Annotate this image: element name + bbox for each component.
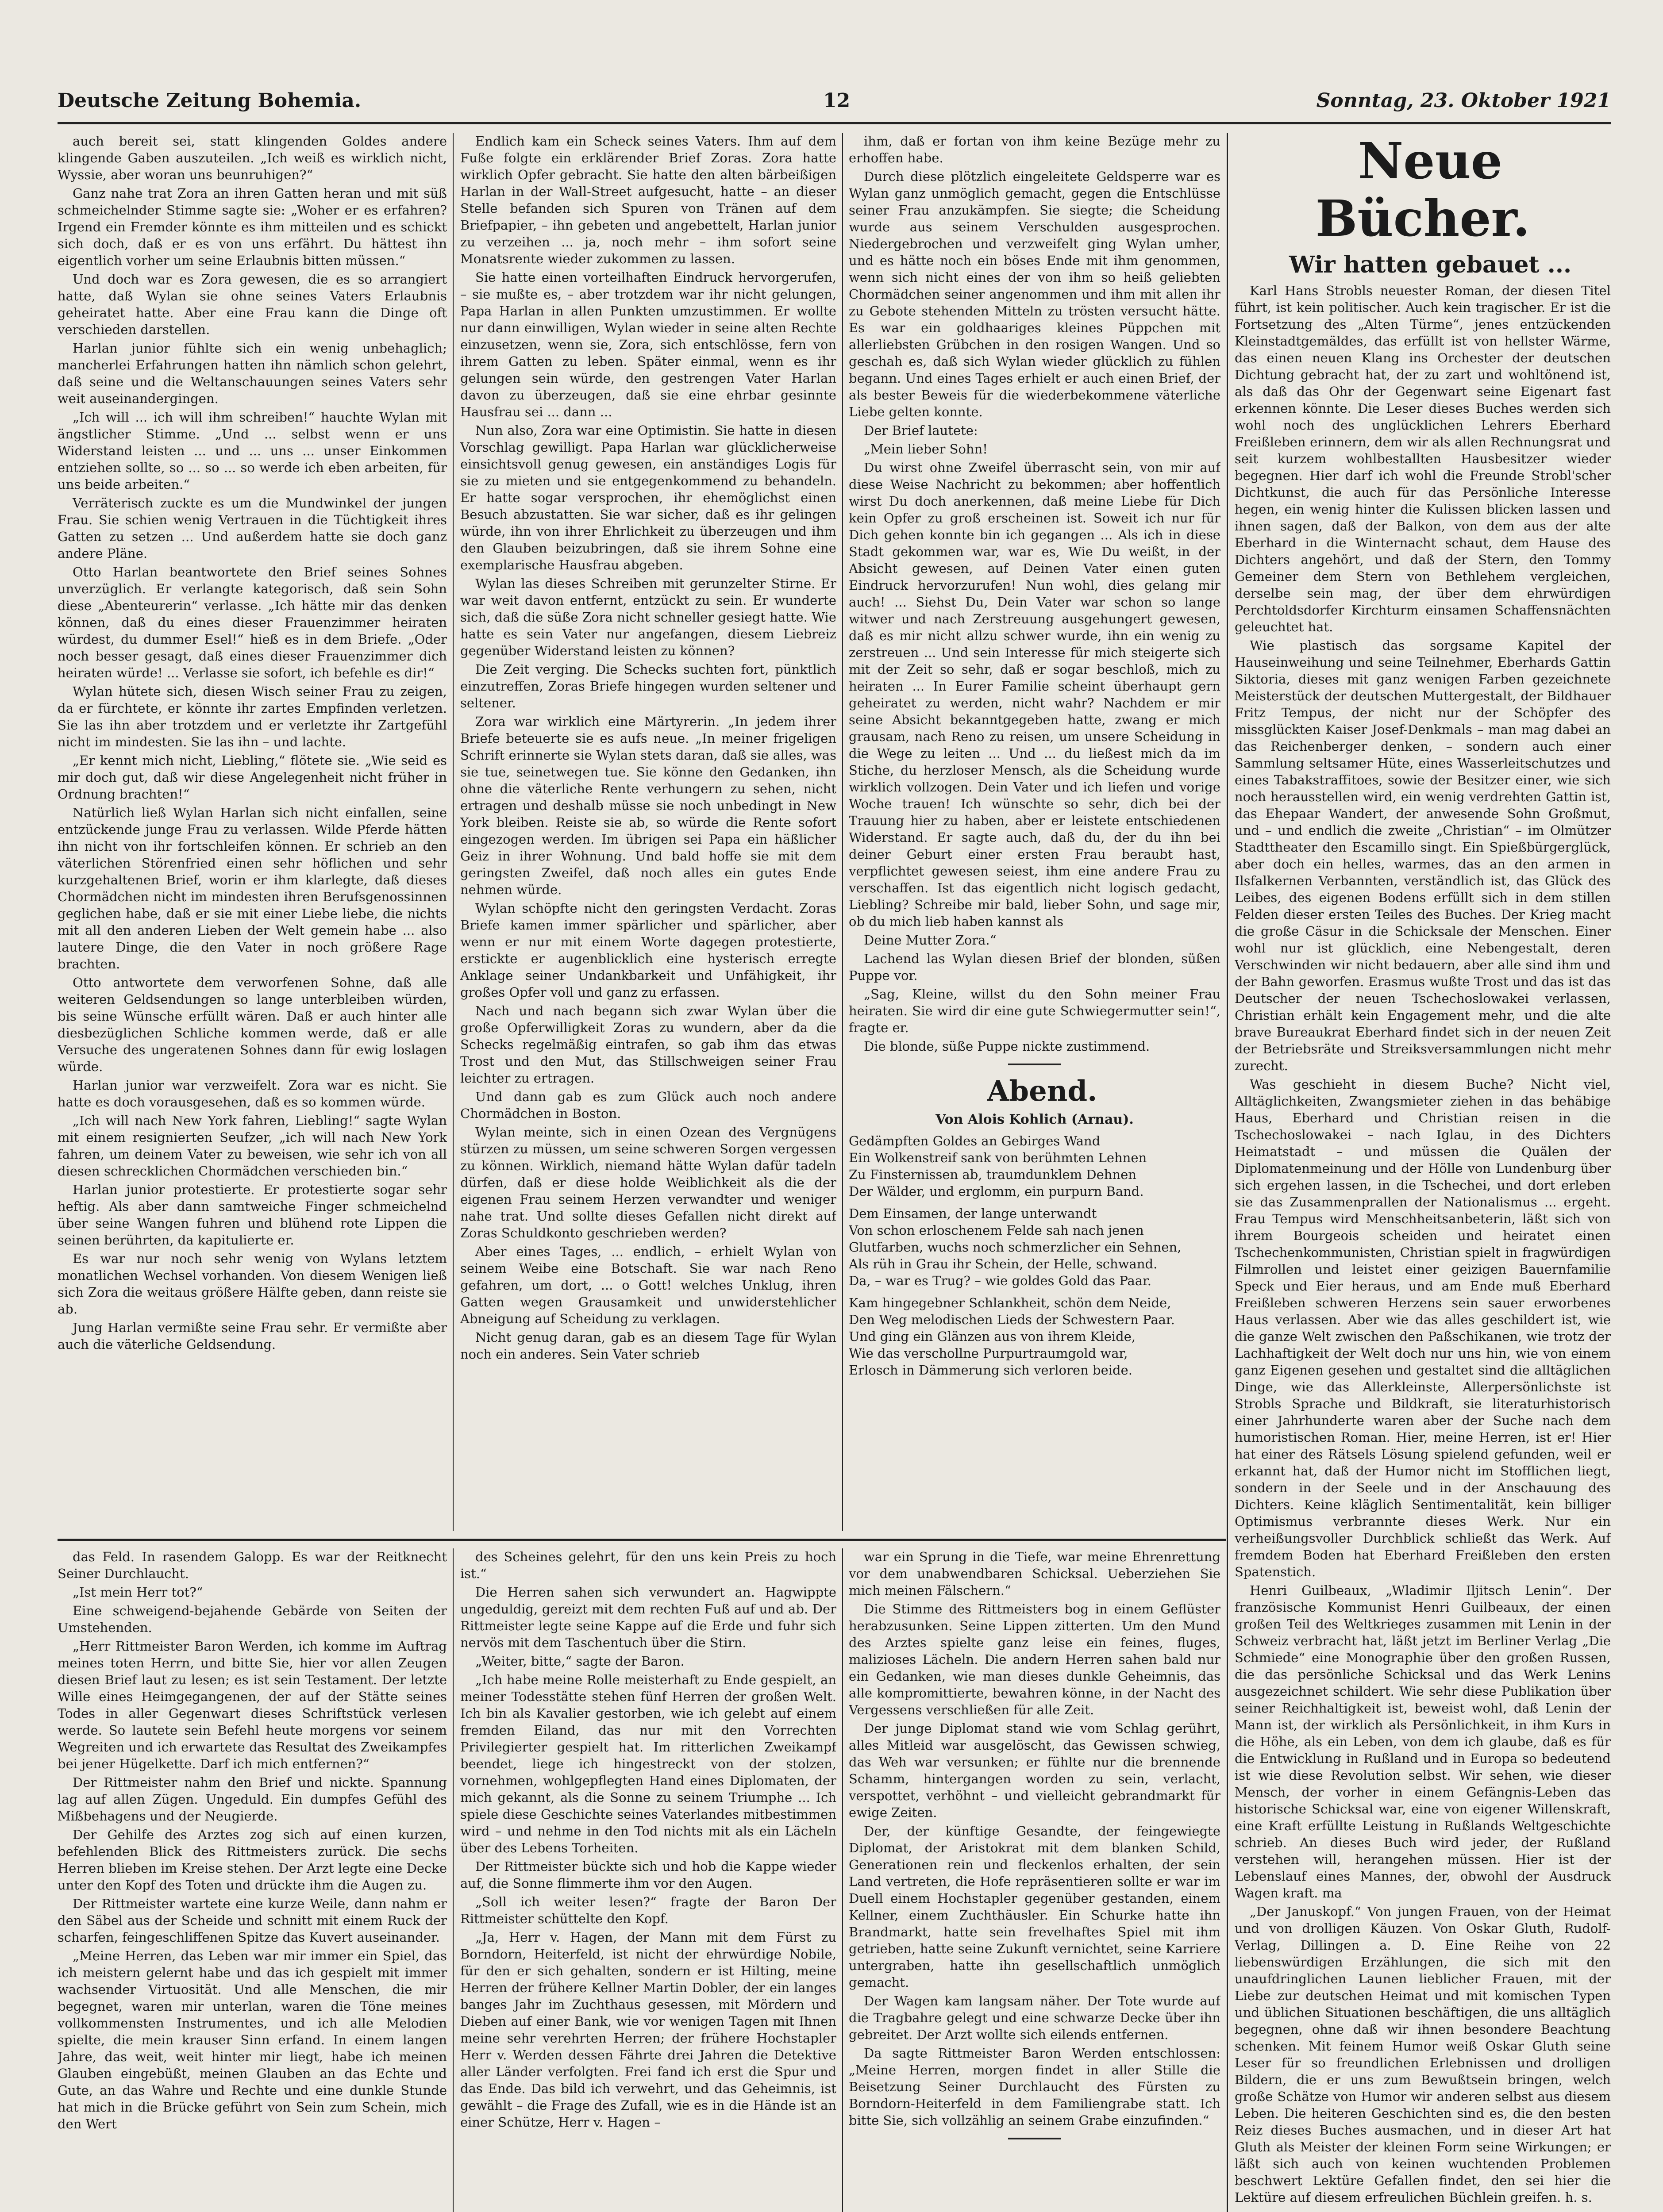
story-paragraph: Der Brief lautete:: [864, 423, 978, 438]
lower-column-3: [849, 1548, 1220, 2212]
story-paragraph: ihm, daß er fortan von ihm keine Bezüge mehr zu erhoffen habe.: [849, 134, 1220, 165]
story-paragraph: Wylan las dieses Schreiben mit gerunzelter Stirne. Er war weit davon entfernt, entzückt zu sein. Er wunderte sich, daß die süße Zora nicht schneller gesiegt hatte. Wie hatte es sein Vater nur angefangen, diesem Liebreiz gegenüber Widerstand leisten zu können?: [460, 576, 836, 658]
books-subtitle: Wir hatten gebauet ...: [1289, 251, 1572, 278]
poem-line: Da, – war es Trug? – wie goldes Gold das Paar.: [849, 1273, 1152, 1288]
story-paragraph: Und dann gab es zum Glück auch noch andere Chormädchen in Boston.: [460, 1089, 836, 1121]
lower-column-2: [460, 1548, 836, 2212]
story-paragraph: Deine Mutter Zora.“: [864, 933, 997, 948]
masthead-title: Deutsche Zeitung Bohemia.: [58, 89, 362, 112]
story-paragraph: Aber eines Tages, ... endlich, – erhielt Wylan von seinem Weibe eine Botschaft. Sie war nach Reno gefahren, um dort, ... o Gott! welches Unklug, ihren Gatten wegen Grausamkeit und unwiderstehlicher Abneigung auf Scheidung zu verklagen.: [460, 1244, 836, 1326]
lower-story-paragraph: Der Gehilfe des Arztes zog sich auf einen kurzen, befehlenden Blick des Rittmeisters zurück. Die sechs Herren blieben im Kreise stehen. Der Arzt legte eine Decke unter den Kopf des Toten und drückte ihm die Augen zu.: [58, 1827, 447, 1893]
story-paragraph: Nach und nach begann sich zwar Wylan über die große Opferwilligkeit Zoras zu wundern, aber da die Schecks regelmäßig eintrafen, so gab ihm das etwas Trost und den Mut, das Stillschweigen seiner Frau leichter zu ertragen.: [460, 1003, 836, 1086]
lower-story-paragraph: „Soll ich weiter lesen?“ fragte der Baron Der Rittmeister schüttelte den Kopf.: [460, 1894, 836, 1926]
lower-story-paragraph: das Feld. In rasendem Galopp. Es war der Reitknecht Seiner Durchlaucht.: [58, 1549, 447, 1581]
book-review-paragraph: Henri Guilbeaux, „Wladimir Iljitsch Lenin“. Der französische Kommunist Henri Guilbeaux, der einen großen Teil des Weltkrieges zusammen mit Lenin in der Schweiz verbracht hat, läßt jetzt im Berliner Verlag „Die Schmiede“ eine Monographie über den großen Russen, die das persönliche Schicksal und das Werk Lenins ausgezeichnet schildert. Wie sehr diese Publikation über seiner Reichhaltigkeit ist, beweist wohl, daß Lenin der Mann ist, der wirklich als Persönlichkeit, in ihm Kurs in die Höhe, als ein Leben, von dem ich glaube, daß es für die Entwicklung in Rußland und in Europa so bedeutend ist wie diese Revolution selbst. Wir sehen, wie dieser Mensch, der vorher in einem Gefängnis-Leben das historische Schicksal war, eine von eigener Willenskraft, eine Kraft erfüllte Leistung in Rußlands Weltgeschichte schrieb. An dieses Buch wird jeder, der Rußland verstehen will, herangehen müssen. Hier ist der Lebenslauf eines Mannes, der, obwohl der Ausdruck Wagen kraft. ma: [1235, 1583, 1611, 1901]
story-paragraph: Du wirst ohne Zweifel überrascht sein, von mir auf diese Weise Nachricht zu bekommen; aber hoffentlich wirst Du doch anerkennen, daß meine Liebe für Dich kein Opfer zu groß erscheinen ist. Soweit ich nur für Dich gehen konnte bin ich gegangen ... Als ich in diese Stadt gekommen war, war es, Wie Du weißt, in der Absicht gewesen, auf Deinen Vater einen guten Eindruck hervorzurufen! Nun wohl, dies gelang mir auch! ... Siehst Du, Dein Vater war schon so lange witwer und nach Zerstreuung ausgehungert gewesen, daß es mir nicht allzu schwer wurde, ihn ein wenig zu zerstreuen ... Und sein Interesse für mich steigerte sich mit der Zeit so sehr, daß er sogar beschloß, mich zu heiraten ... In Eurer Familie scheint überhaupt gern geheiratet zu werden, nicht wahr? Nachdem er mir seine Absicht bekanntgegeben hatte, zwang er mich grausam, nach Reno zu reisen, um unsere Scheidung in die Wege zu leiten ... Und ... du ließest mich da im Stiche, du herzloser Mensch, als die Scheidung wurde wirklich vollzogen. Dein Vater und ich liefen und vorige Woche trauen! Ich wünschte so sehr, dich bei der Trauung hier zu haben, aber er leistete entschiedenen Widerstand. Er sagte auch, daß du, der du ihn bei deiner Geburt einer ersten Frau beraubt hast, verpflichtet gewesen seiest, ihm eine andere Frau zu verschaffen. Ist das eigentlich nicht logisch gedacht, Liebling? Schreibe mir bald, lieber Sohn, und sage mir, ob du mich lieb haben kannst als: [849, 460, 1220, 929]
story-paragraph: Wylan meinte, sich in einen Ozean des Vergnügens stürzen zu müssen, um seine schweren Sorgen vergessen zu können. Wirklich, niemand hätte Wylan dafür tadeln dürfen, daß er diese holde Weiblichkeit als die der eigenen Frau seinem Herzen verwandter und weniger nahe trat. Und sollte dieses Gefallen nicht direkt auf Zoras Schuldkonto geschrieben werden?: [460, 1125, 836, 1240]
lower-story-paragraph: „Herr Rittmeister Baron Werden, ich komme im Auftrag meines toten Herrn, und bitte Sie, hier vor allen Zeugen diesen Brief laut zu lesen; es ist sein Testament. Der letzte Wille eines Heimgegangenen, der auf der Stätte seines Todes in aller Gegenwart dieses Schriftstück verlesen werde. So lautete sein Befehl heute morgens vor seinem Wegreiten und ich erwartete das Resultat des Zweikampfes bei jener Hügelkette. Darf ich mich entfernen?“: [58, 1639, 447, 1771]
story-column-2: [460, 133, 836, 1531]
lower-story-paragraph: war ein Sprung in die Tiefe, war meine Ehrenrettung vor dem unabwendbaren Schicksal. Ueberziehen Sie mich meinen Fälschern.“: [849, 1549, 1220, 1598]
lower-story-paragraph: „Ja, Herr v. Hagen, der Mann mit dem Fürst zu Borndorn, Heiterfeld, ist nicht der ehrwürdige Nobile, für den er sich gehalten, sondern er ist Hilting, meine Herren der frühere Kellner Martin Dobler, der ein langes banges Jahr im Zuchthaus gesessen, mit Mördern und Dieben auf einer Bank, wie vor wenigen Tagen mit Ihnen meine sehr verehrten Herren; der frühere Hochstapler Herr v. Werden dessen Fährte drei Jahren die Detektive aller Länder verfolgten. Frei fand ich erst die Spur und das Ende. Das bild ich verwehrt, und das Geheimnis, ist gewählt – die Frage des Zufall, wie es in die Hände ist an einer Schütze, Herr v. Hagen –: [460, 1930, 836, 2130]
story-paragraph: Ganz nahe trat Zora an ihren Gatten heran und mit süß schmeichelnder Stimme sagte sie: „Woher er es erfahren? Irgend ein Fremder könnte es ihm mitteilen und es schickt sich doch, daß er es von uns erfährt. Du hättest ihn eigentlich vorher um seine Erlaubnis bitten müssen.“: [58, 186, 447, 268]
column-rule: [453, 1548, 454, 2212]
column-rule: [842, 1548, 843, 2212]
column-rule: [453, 133, 454, 1531]
lower-story-paragraph: Eine schweigend-bejahende Gebärde von Seiten der Umstehenden.: [58, 1603, 447, 1635]
masthead-date: Sonntag, 23. Oktober 1921: [1316, 89, 1611, 112]
story-paragraph: Harlan junior protestierte. Er protestierte sogar sehr heftig. Als aber dann samtweiche Finger schmeichelnd über seine Wangen fuhren und blühend rote Lippen die seinen berührten, da kapitulierte er.: [58, 1182, 447, 1248]
poem-line: Zu Finsternissen ab, traumdunklem Dehnen: [849, 1167, 1136, 1182]
lower-story-paragraph: des Scheines gelehrt, für den uns kein Preis zu hoch ist.“: [460, 1549, 836, 1581]
story-paragraph: Die blonde, süße Puppe nickte zustimmend.: [864, 1039, 1150, 1054]
story-column-3: [849, 133, 1220, 1557]
lower-story-paragraph: „Weiter, bitte,“ sagte der Baron.: [475, 1654, 685, 1669]
book-review-paragraph: „Der Januskopf.“ Von jungen Frauen, von der Heimat und von drolligen Käuzen. Von Oskar Gluth, Rudolf-Verlag, Dillingen a. D. Eine Reihe von 22 liebenswürdigen Erzählungen, die sich mit den unaufdringlichen Launen lieblicher Frauen, mit der Liebe zur deutschen Heimat und mit komischen Typen und üblichen Situationen beschäftigen, die uns alltäglich begegnen, ohne daß wir ihnen besondere Beachtung schenken. Mit feinem Humor weiß Oskar Gluth seine Leser für so freundlichen Erlebnissen und drolligen Bildern, die er uns zum Bewußtsein bringen, welch große Schätze von Humor wir anderen selbst aus diesem Leben. Die heiteren Geschichten sind es, die den besten Reiz dieses Buches ausmachen, und in dieser Art hat Gluth als Meister der kleinen Form seine Wirkungen; er läßt sich auch von keinen wuchtenden Problemen beschwert Lektüre Gefallen findet, den sei hier die Lektüre auf diesem erfreulichen Büchlein greifen. h. s.: [1235, 1904, 1611, 2205]
end-rule: [1008, 2138, 1061, 2139]
book-review-paragraph: Wie plastisch das sorgsame Kapitel der Hauseinweihung und seine Teilnehmer, Eberhards Gattin Siktoria, dieses mit ganz wenigen Farben gezeichnete Meisterstück der deutschen Muttergestalt, der Bildhauer Fritz Tempus, der nicht nur der Schöpfer des missglückten Kaiser Josef-Denkmals – man mag dabei an das Reichenberger denken, – sondern auch einer Sammlung seltsamer Hüte, eines Wasserleitschutzes und eines Tabakstraffitoes, sowie der Besitzer einer, wie sich noch herausstellen wird, ein wenig verdrehten Gattin ist, das Ehepaar Wandert, der anwesende Sohn Großmut, und – und endlich die zweite „Christian“ – im Olmützer Stadttheater den Escamillo singt. Ein Spießbürgerglück, aber doch ein helles, warmes, das an den armen in Ilsfalkernen Verbannten, verständlich ist, das Glück des Leibes, des eigenen Bodens erfüllt sich in dem stillen Felden dieser ersten Teiles des Buches. Der Krieg macht die große Cäsur in die Schicksale der Menschen. Einer wohl nur ist glücklich, eine Nebengestalt, deren Verschwinden wir nicht bedauern, aber alle sind ihm und der Bahn geworfen. Erasmus wußte Trost und das ist das Deutscher der neuen Tschechoslowakei verlassen, Christian erhält kein Engagement mehr, und die alte brave Bureaukrat Eberhard findet sich in der neuen Zeit der Betriebsräte und Streiksversammlungen nicht mehr zurecht.: [1235, 638, 1611, 1073]
lower-story-paragraph: Die Stimme des Rittmeisters bog in einem Geflüster herabzusunken. Seine Lippen zitterten. Um den Mund des Arztes spielte ganz leise ein feines, fluges, malizioses Lächeln. Die andern Herren sahen bald nur ein Gedanken, wie man dieses dunkle Geheimnis, das alle kompromittierte, bewahren könne, in der Nacht des Vergessens verschließen für alle Zeit.: [849, 1601, 1220, 1717]
book-review-paragraph: Karl Hans Strobls neuester Roman, der diesen Titel führt, ist kein politischer. Auch kein tragischer. Er ist die Fortsetzung des „Alten Türme“, jenes entzückenden Kleinstadtgemäldes, das erfüllt ist von hellster Wärme, das einen neuen Klang ins Orchester der deutschen Dichtung gebracht hat, der zu zart und wohltönend ist, als daß das Ohr der Gegenwart seine Eigenart fast erkennen könnte. Die Leser dieses Buches werden sich wohl noch des unglücklichen Lehrers Eberhard Freißleben erinnern, dem wir als allen Rechnungsrat und seit kurzem wohlbestallten Hausbesitzer wieder begegnen. Hier darf ich wohl die Freunde Strobl'scher Dichtkunst, die auch für das Persönliche Interesse hegen, ein wenig hinter die Kulissen blicken lassen und ihnen sagen, daß der Balkon, von dem aus der alte Eberhard in die Winternacht schaut, dem Hause des Dichters angehört, und daß der Stern, den Tommy Gemeiner dem Stern von Bethlehem vergleichen, derselbe sein mag, der über dem ehrwürdigen Perchtoldsdorfer Kirchturm einsamen Schaffensnächten geleuchtet hat.: [1235, 283, 1611, 634]
story-paragraph: Nun also, Zora war eine Optimistin. Sie hatte in diesen Vorschlag gewilligt. Papa Harlan war glücklicherweise einsichtsvoll genug gewesen, ein anständiges Logis für sie zu mieten und sie entgegenkommend zu behandeln. Er hatte sogar versprochen, ihr ehemöglichst einen Besuch abzustatten. Sie war sicher, daß es ihr gelingen würde, ihn von ihrer Ehrlichkeit zu überzeugen und ihm den Glauben beizubringen, daß sie ihrem Sohne eine exemplarische Hausfrau abgeben.: [460, 423, 836, 572]
story-column-1: [58, 133, 447, 1531]
poem-byline: Von Alois Kohlich (Arnau).: [935, 1112, 1134, 1127]
column-rule: [1227, 133, 1228, 2212]
story-paragraph: Wylan hütete sich, diesen Wisch seiner Frau zu zeigen, da er fürchtete, er könnte ihr zartes Empfinden verletzen. Sie las ihn aber trotzdem und er verletzte ihr Zartgefühl nicht im mindesten. Sie las ihn – und lachte.: [58, 684, 447, 749]
story-paragraph: Die Zeit verging. Die Schecks suchten fort, pünktlich einzutreffen, Zoras Briefe hingegen wurden seltener und seltener.: [460, 662, 836, 710]
poem-line: Wie das verschollne Purpurtraumgold war,: [849, 1346, 1128, 1361]
section-divider: [1008, 1064, 1061, 1065]
books-title: Neue Bücher.: [1315, 133, 1530, 248]
poem-line: Und ging ein Glänzen aus von ihrem Kleide,: [849, 1329, 1136, 1344]
lower-column-1: [58, 1548, 447, 2212]
poem-line: Kam hingegebner Schlankheit, schön dem Neide,: [849, 1295, 1171, 1310]
lower-story-paragraph: Der junge Diplomat stand wie vom Schlag gerührt, alles Mitleid war ausgelöscht, das Gewissen schwieg, das Weh war versunken; er fühlte nur die brennende Schamm, hintergangen worden zu sein, verlacht, verspottet, verhöhnt – und vielleicht gebrandmarkt für ewige Zeiten.: [849, 1721, 1220, 1820]
poem-line: Erlosch in Dämmerung sich verloren beide.: [849, 1363, 1132, 1378]
column-rule: [842, 133, 843, 1531]
lower-story-paragraph: Der, der künftige Gesandte, der feingewiegte Diplomat, der Aristokrat mit dem blanken Schild, Generationen rein und fleckenlos erhalten, der sein Land vertreten, die Hofe repräsentieren sollte er war im Duell einem Hochstapler gegenüber gestanden, einem Kellner, einem Zuchthäusler. Ein Schurke hatte ihn Brandmarkt, hatte sein frevelhaftes Spiel mit ihm getrieben, hatte seine Zukunft vernichtet, seine Karriere untergraben, hatte ihn gesellschaftlich unmöglich gemacht.: [849, 1824, 1220, 1990]
poem-line: Glutfarben, wuchs noch schmerzlicher ein Sehnen,: [849, 1240, 1182, 1255]
poem-line: Der Wälder, und erglomm, ein purpurn Band.: [849, 1184, 1144, 1199]
poem-line: Von schon erloschenem Felde sah nach jenen: [849, 1223, 1144, 1238]
poem-body: [849, 1133, 1220, 1379]
story-paragraph: Otto antwortete dem verworfenen Sohne, daß alle weiteren Geldsendungen so lange unterbleiben würden, bis seine Wünsche erfüllt wären. Daß er auch hinter alle diesbezüglichen Schliche kommen werde, daß er alle Versuche des ungeratenen Sohnes dann für ewig loslagen würde.: [58, 975, 447, 1074]
lower-story-paragraph: Der Rittmeister bückte sich und hob die Kappe wieder auf, die Sonne flimmerte ihm vor den Augen.: [460, 1859, 836, 1891]
lower-story-paragraph: Der Rittmeister wartete eine kurze Weile, dann nahm er den Säbel aus der Scheide und schnitt mit einem Ruck der scharfen, feingeschliffenen Spitze das Kuvert auseinander.: [58, 1896, 447, 1945]
story-paragraph: Es war nur noch sehr wenig von Wylans letztem monatlichen Wechsel vorhanden. Von diesem Wenigen ließ sich Zora die weitaus größere Hälfte geben, dann reiste sie ab.: [58, 1251, 447, 1317]
story-paragraph: Wylan schöpfte nicht den geringsten Verdacht. Zoras Briefe kamen immer spärlicher und spärlicher, aber wenn er nur mit einem Worte dagegen protestierte, erstickte er augenblicklich eine hysterisch erregte Anklage seiner Undankbarkeit und Unfähigkeit, ihr großes Opfer voll und ganz zu erfassen.: [460, 901, 836, 1000]
lower-story-paragraph: Da sagte Rittmeister Baron Werden entschlossen: „Meine Herren, morgen findet in aller Stille die Beisetzung Seiner Durchlaucht des Fürsten zu Borndorn-Heiterfeld in dem Familiengrabe statt. Ich bitte Sie, sich vollzählig an seinem Grabe einzufinden.“: [849, 2046, 1220, 2128]
poem-line: Ein Wolkenstreif sank von berühmten Lehnen: [849, 1150, 1147, 1165]
story-paragraph: Und doch war es Zora gewesen, die es so arrangiert hatte, daß Wylan sie ohne seines Vaters Erlaubnis geheiratet hatte. Aber eine Frau kann die Dinge oft verschieden darstellen.: [58, 272, 447, 337]
lower-story-paragraph: „Ist mein Herr tot?“: [73, 1585, 203, 1600]
lower-story-paragraph: „Ich habe meine Rolle meisterhaft zu Ende gespielt, an meiner Todesstätte stehen fünf Herren der großen Welt. Ich bin als Kavalier gestorben, wie ich gelebt auf einem fremden Eiland, das nur mit den Vorrechten Privilegierter gespielt hat. Im ritterlichen Zweikampf beendet, liege ich hingestreckt von der stolzen, vornehmen, wohlgepflegten Hand eines Diplomaten, der mich gekannt, als die Sonne zu seinem Triumphe ... Ich spiele diese Geschichte seines Vaterlandes mitbestimmen wird – und nehme in den Tod nichts mit als ein Lächeln über des Lebens Torheiten.: [460, 1672, 836, 1855]
book-review-paragraph: Was geschieht in diesem Buche? Nicht viel, Alltäglichkeiten, Zwangsmieter ziehen in das behäbige Haus, Eberhard und Christian reisen in die Tschechoslowakei – nach Iglau, in des Dichters Heimatstadt – und müssen die Quälen der Diplomatenmeinung und der Hölle von Lundenburg über sich ergehen lassen, in die Tschechei, und dort erleben sie das Zusammenprallen der Nationalismus ... ergeht. Frau Tempus wird Menschheitsanbeterin, läßt sich von ihrem Bourgeois scheiden und heiratet einen Tschechenkommunisten, Christian spielt in fragwürdigen Filmrollen und leistet einer geizigen Bauernfamilie Speck und Eier heraus, und am Ende muß Eberhard Freißleben schweren Herzens sein sauer erworbenes Haus verlassen. Aber wie das alles geschildert ist, wie die ganze Welt zwischen den Paßschikanen, wie trotz der Lachhaftigkeit der Welt doch nur uns hin, wie von einem ganz Eigenen gesehen und gestaltet sind die alltäglichen Dinge, wie das Allerkleinste, Allerpersönlichste ist Strobls Sprache und Bildkraft, sie literaturhistorisch einer Jahrhunderte waren aber der Suche nach dem humoristischen Roman. Hier, meine Herren, ist er! Hier hat einer des Rätsels Lösung spielend gefunden, weil er erkannt hat, daß der Humor nicht im Stofflichen liegt, sondern in der Seele und in der Anschauung des Dichters. Keine kläglich Sentimentalität, kein billiger Optimismus verbrannte dieses Werk. Nur ein verheißungsvoller Durchblick schließt das Werk. Auf fremdem Boden hat Eberhard Freißleben den ersten Spatenstich.: [1235, 1077, 1611, 1579]
story-paragraph: „Sag, Kleine, willst du den Sohn meiner Frau heiraten. Sie wird dir eine gute Schwiegermutter sein!“, fragte er.: [849, 987, 1220, 1035]
story-paragraph: „Ich will nach New York fahren, Liebling!“ sagte Wylan mit einem resignierten Seufzer, „ich will nach New York fahren, um deinem Vater zu beweisen, wie sehr ich von all diesen schrecklichen Chormädchen verschieden bin.“: [58, 1113, 447, 1179]
story-paragraph: Verräterisch zuckte es um die Mundwinkel der jungen Frau. Sie schien wenig Vertrauen in die Tüchtigkeit ihres Gatten zu setzen ... Und außerdem hatte sie doch ganz andere Pläne.: [58, 495, 447, 561]
story-paragraph: Lachend las Wylan diesen Brief der blonden, süßen Puppe vor.: [849, 951, 1220, 983]
story-paragraph: Zora war wirklich eine Märtyrerin. „In jedem ihrer Briefe beteuerte sie es aufs neue. „In meiner frigeligen Schrift erinnerte sie Wylan stets daran, daß sie alles, was sie tue, seinetwegen tue. Sie könne den Gedanken, ihn ohne die väterliche Rente verhungern zu sehen, nicht ertragen und deshalb müsse sie noch unbedingt in New York bleiben. Reiste sie ab, so würde die Rente sofort eingezogen werden. Im übrigen sei Papa ein häßlicher Geiz in ihrer Wohnung. Und bald hoffe sie mit dem geringsten Zweifel, daß noch alles ein gutes Ende nehmen würde.: [460, 714, 836, 897]
poem-line: Dem Einsamen, der lange unterwandt: [849, 1206, 1097, 1221]
story-paragraph: „Mein lieber Sohn!: [864, 442, 988, 457]
story-paragraph: Jung Harlan vermißte seine Frau sehr. Er vermißte aber auch die väterliche Geldsendung.: [58, 1320, 447, 1352]
lower-story-paragraph: „Meine Herren, das Leben war mir immer ein Spiel, das ich meistern gelernt habe und das ich gespielt mit immer wachsender Virtuosität. Und alle Menschen, die mir begegnet, waren mir unterlan, waren die Töne meines vollkommensten Instrumentes, und ich alle Melodien spielte, die mein krauser Sinn erfand. In einem langen Jahre, das weit, weit hinter mir liegt, habe ich meinen Glauben eingebüßt, meinen Glauben an das Echte und Gute, an das Wahre und Rechte und eine dunkle Stunde hat mich in die Brücke geführt von Sein zum Schein, mich den Wert: [58, 1948, 447, 2131]
story-paragraph: „Ich will ... ich will ihm schreiben!“ hauchte Wylan mit ängstlicher Stimme. „Und ... selbst wenn er uns Widerstand leisten ... und ... uns ... unser Einkommen entziehen sollte, so ... so ... so werde ich eben arbeiten, für uns beide arbeiten.“: [58, 410, 447, 492]
story-paragraph: Sie hatte einen vorteilhaften Eindruck hervorgerufen, – sie mußte es, – aber trotzdem war ihr nicht gelungen, Papa Harlan in allen Punkten umzustimmen. Er wollte nur dann einwilligen, Wylan wieder in seine alten Rechte einzusetzen, wenn sie, Zora, sich entschlösse, fern von ihrem Gatten zu leben. Später einmal, wenn es ihr gelungen sein würde, den gestrengen Vater Harlan davon zu überzeugen, daß sie eine ehrbar gesinnte Hausfrau sei ... dann ...: [460, 270, 836, 419]
lower-story-paragraph: Der Rittmeister nahm den Brief und nickte. Spannung lag auf allen Zügen. Ungeduld. Ein dumpfes Gefühl des Mißbehagens und der Neugierde.: [58, 1775, 447, 1824]
story-paragraph: Natürlich ließ Wylan Harlan sich nicht einfallen, seine entzückende junge Frau zu verlassen. Wilde Pferde hätten ihn nicht von ihr fortschleifen können. Er schrieb an den väterlichen Störenfried einen sehr höflichen und sehr kurzgehaltenen Brief, worin er ihm klarlegte, daß dieses Chormädchen nicht im mindesten ihren Berufsgenossinnen geglichen habe, daß er sie mit einer Liebe liebe, die nichts mit all den anderen Lieben der Welt gemein habe ... also lautere Dinge, die den Vater in noch größere Rage brachten.: [58, 805, 447, 972]
story-paragraph: „Er kennt mich nicht, Liebling,“ flötete sie. „Wie seid es mir doch gut, daß wir diese Angelegenheit nicht früher in Ordnung brachten!“: [58, 753, 447, 802]
story-paragraph: Harlan junior fühlte sich ein wenig unbehaglich; mancherlei Erfahrungen hatten ihn nämlich schon gelehrt, daß seine und die Weltanschauungen seines Vaters sehr weit auseinandergingen.: [58, 341, 447, 406]
masthead: [58, 84, 1611, 115]
story-paragraph: Durch diese plötzlich eingeleitete Geldsperre war es Wylan ganz unmöglich gemacht, gegen die Entschlüsse seiner Frau anzukämpfen. Sie siegte; die Scheidung wurde aus seinem Verschulden ausgesprochen. Niedergebrochen und verzweifelt ging Wylan umher, und es hätte noch ein böses Ende mit ihm genommen, wenn sich nicht eines der von ihm so heiß geliebten Chormädchen seiner angenommen und ihm mit allen ihr zu Gebote stehenden Mitteln zu trösten versucht hätte. Es war ein goldhaariges kleines Püppchen mit allerliebsten Grübchen in den rosigen Wangen. Und so geschah es, daß sich Wylan wieder glücklich zu fühlen begann. Und eines Tages erhielt er auch einen Brief, der als bester Beweis für die wiederbekommene väterliche Liebe gelten konnte.: [849, 169, 1220, 419]
masthead-rule: [58, 122, 1611, 124]
story-paragraph: Nicht genug daran, gab es an diesem Tage für Wylan noch ein anderes. Sein Vater schrieb: [460, 1330, 836, 1362]
story-paragraph: auch bereit sei, statt klingenden Goldes andere klingende Gaben auszuteilen. „Ich weiß es wirklich nicht, Wyssie, aber woran uns beunruhigen?“: [58, 134, 447, 182]
lower-story-paragraph: Der Wagen kam langsam näher. Der Tote wurde auf die Tragbahre gelegt und eine schwarze Decke über ihn gebreitet. Der Arzt wollte sich eilends entfernen.: [849, 1993, 1220, 2042]
poem-line: Gedämpften Goldes an Gebirges Wand: [849, 1133, 1101, 1148]
story-paragraph: Otto Harlan beantwortete den Brief seines Sohnes unverzüglich. Er verlangte kategorisch, daß sein Sohn diese „Abenteurerin“ verlasse. „Ich hätte mir das denken können, daß du eines dieser Frauenzimmer heiraten würdest, du dummer Esel!“ hieß es in dem Briefe. „Oder noch besser gesagt, daß eines dieser Frauenzimmer dich heiraten würde! ... Verlasse sie sofort, ich befehle es dir!“: [58, 565, 447, 680]
story-paragraph: Harlan junior war verzweifelt. Zora war es nicht. Sie hatte es doch vorausgesehen, daß es so kommen würde.: [58, 1078, 447, 1110]
story-paragraph: Endlich kam ein Scheck seines Vaters. Ihm auf dem Fuße folgte ein erklärender Brief Zoras. Zora hatte wirklich Opfer gebracht. Sie hatte den alten bärbeißigen Harlan in der Wall-Street aufgesucht, hatte – an dieser Stelle befanden sich Spuren von Tränen auf dem Briefpapier, – ihn gebeten und angebettelt, Harlan junior zu verzeihen ... ja, noch mehr – ihm sofort seine Monatsrente wieder zukommen zu lassen.: [460, 134, 836, 266]
poem-line: Als rüh in Grau ihr Schein, der Helle, schwand.: [849, 1256, 1158, 1271]
poem-title: Abend.: [987, 1075, 1097, 1108]
lower-story-paragraph: Die Herren sahen sich verwundert an. Hagwippte ungeduldig, gereizt mit dem rechten Fuß auf und ab. Der Rittmeister legte seine Kappe auf die Erde und fuhr sich nervös mit dem Taschentuch über die Stirn.: [460, 1585, 836, 1650]
poem-line: Den Weg melodischen Lieds der Schwestern Paar.: [849, 1312, 1175, 1327]
books-column: [1235, 133, 1611, 2212]
horizontal-rule: [58, 1539, 1226, 1541]
page-number: 12: [823, 89, 851, 112]
